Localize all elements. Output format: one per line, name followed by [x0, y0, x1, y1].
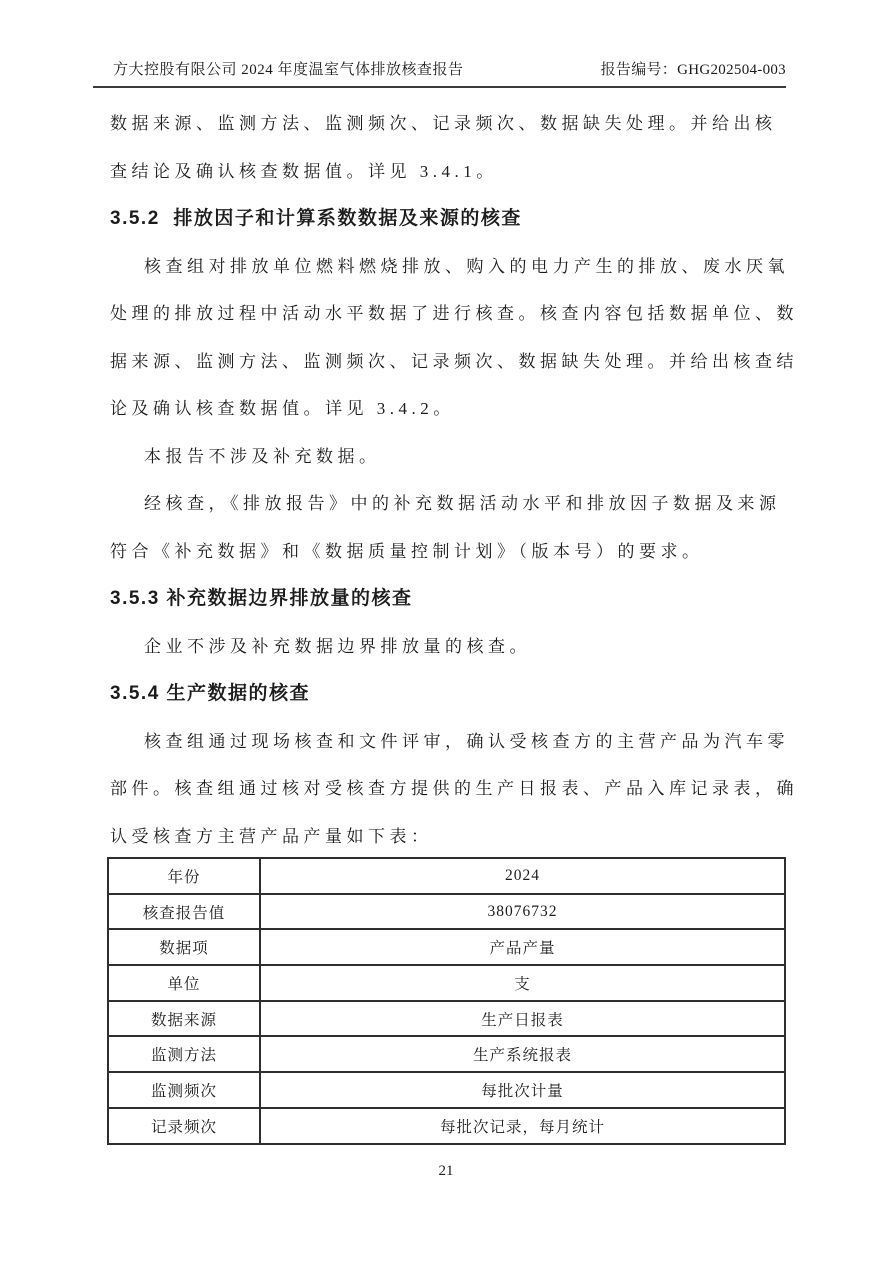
production-data-table: [107, 857, 786, 1145]
table-row: [108, 1036, 785, 1072]
row-label-cell: 年份: [108, 858, 260, 894]
table-row: [108, 965, 785, 1001]
paragraph-line: 核查组通过现场核查和文件评审，确认受核查方的主营产品为汽车零: [144, 731, 789, 751]
table-row: [108, 1072, 785, 1108]
row-label-cell: 记录频次: [108, 1108, 260, 1144]
paragraph-line: 符合《补充数据》和《数据质量控制计划》（版本号）的要求。: [110, 541, 704, 561]
row-value-cell: 支: [260, 965, 785, 1001]
page-footer: [0, 1163, 892, 1180]
table-row: [108, 929, 785, 965]
row-value-cell: 产品产量: [260, 929, 785, 965]
table-row: [108, 894, 785, 930]
row-label-cell: 数据项: [108, 929, 260, 965]
row-label-cell: 核查报告值: [108, 894, 260, 930]
row-label-cell: 单位: [108, 965, 260, 1001]
paragraph-line: 企业不涉及补充数据边界排放量的核查。: [144, 636, 531, 656]
row-value-cell: 38076732: [260, 894, 785, 930]
header-report-title: 方大控股有限公司 2024 年度温室气体排放核查报告: [113, 62, 464, 78]
row-value-cell: 生产日报表: [260, 1001, 785, 1037]
paragraph-line: 核查组对排放单位燃料燃烧排放、购入的电力产生的排放、废水厌氧: [144, 256, 789, 276]
row-label-cell: 数据来源: [108, 1001, 260, 1037]
paragraph-line: 部件。核查组通过核对受核查方提供的生产日报表、产品入库记录表，确: [110, 779, 798, 798]
paragraph-line: 据来源、监测方法、监测频次、记录频次、数据缺失处理。并给出核查结: [110, 351, 798, 371]
row-label-cell: 监测频次: [108, 1072, 260, 1108]
section-heading-3-5-3: 3.5.3 补充数据边界排放量的核查: [110, 588, 413, 609]
table-row: [108, 858, 785, 894]
paragraph-line: 查结论及确认核查数据值。详见 3.4.1。: [110, 161, 498, 181]
section-heading-3-5-2: 3.5.2 排放因子和计算系数数据及来源的核查: [110, 208, 522, 229]
header-report-number: 报告编号：GHG202504-003: [600, 62, 786, 78]
row-value-cell: 每批次计量: [260, 1072, 785, 1108]
paragraph-line: 数据来源、监测方法、监测频次、记录频次、数据缺失处理。并给出核: [110, 114, 777, 133]
page-number: 21: [438, 1163, 454, 1179]
row-label-cell: 监测方法: [108, 1036, 260, 1072]
table-row: [108, 1001, 785, 1037]
row-value-cell: 每批次记录，每月统计: [260, 1108, 785, 1144]
paragraph-line: 认受核查方主营产品产量如下表：: [110, 826, 433, 846]
paragraph-line: 本报告不涉及补充数据。: [144, 446, 381, 466]
row-value-cell: 2024: [260, 858, 785, 894]
paragraph-line: 处理的排放过程中活动水平数据了进行核查。核查内容包括数据单位、数: [110, 304, 798, 323]
section-heading-3-5-4: 3.5.4 生产数据的核查: [110, 683, 311, 704]
table-row: [108, 1108, 785, 1144]
document-body: [110, 100, 800, 860]
row-value-cell: 生产系统报表: [260, 1036, 785, 1072]
paragraph-line: 论及确认核查数据值。详见 3.4.2。: [110, 399, 455, 418]
paragraph-line: 经核查，《排放报告》中的补充数据活动水平和排放因子数据及来源: [144, 494, 781, 513]
page-header: [93, 58, 786, 88]
